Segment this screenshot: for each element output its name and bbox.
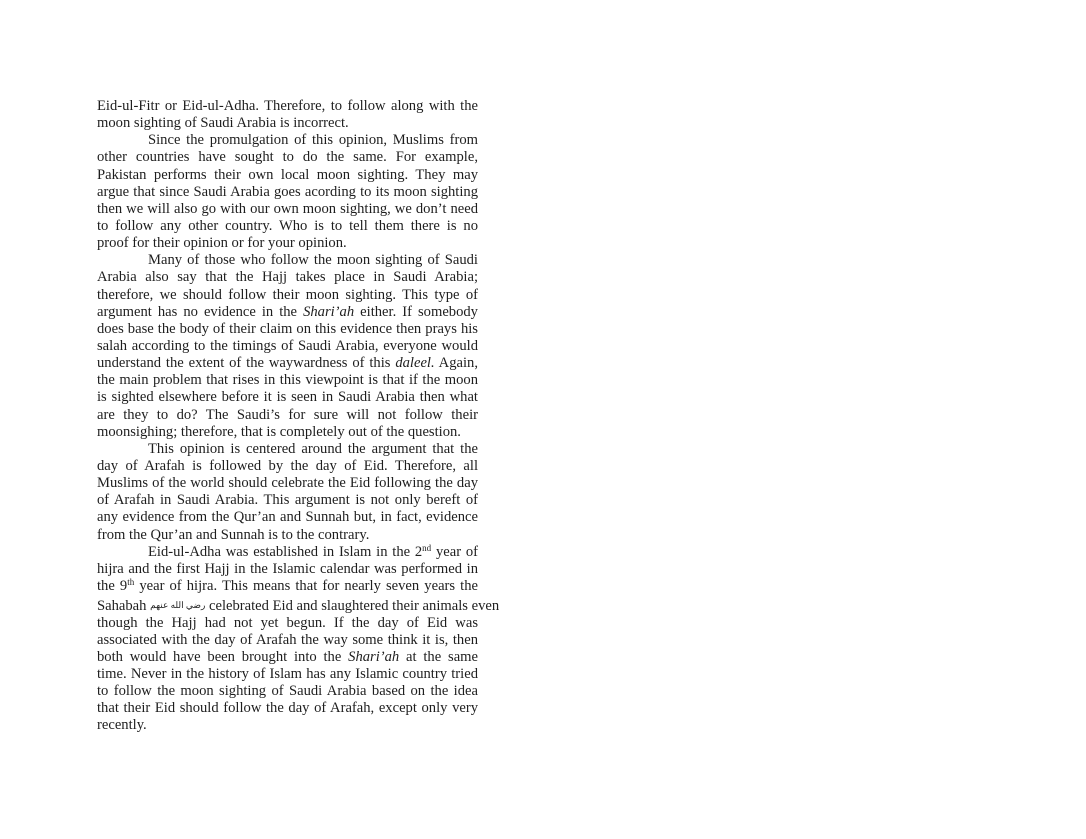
text-line [97,201,478,218]
text-run: Pakistan performs their own local moon sighting. They may [97,166,478,183]
text-line [97,252,478,269]
text-line [97,235,478,252]
paragraph [97,132,478,252]
text-run: other countries have sought to do the same. For example, [97,149,478,166]
text-run: that their Eid should follow the day of Arafah, except only very [97,700,478,717]
text-run: Arabia also say that the Hajj takes place in Saudi Arabia; [97,269,478,286]
text-line [97,578,478,595]
text-line [97,666,478,683]
text-line [97,458,478,475]
italic-term: daleel. [395,355,435,372]
text-line [97,632,478,649]
text-run: argument has no evidence in the [97,303,304,320]
ordinal-superscript: nd [422,542,432,553]
text-run: to follow any other country. Who is to tell them there is no [97,217,478,234]
text-line [97,407,478,424]
text-line [97,184,478,201]
text-run: recently. [97,717,147,734]
text-line [97,389,478,406]
text-run: either. If somebody [354,303,478,320]
paragraph [97,441,478,544]
text-line [97,269,478,286]
text-run: associated with the day of Arafah the way some think it is, then [97,631,478,648]
text-line [97,509,478,526]
text-run: celebrated Eid and slaughtered their animals even [205,598,500,615]
text-run: the main problem that rises in this viewpoint is that if the moon [97,372,478,389]
text-run: Many of those who follow the moon sighting of Saudi [148,252,478,269]
text-line [97,115,478,132]
document-page [97,98,500,735]
text-line [97,700,478,717]
text-run: moonsighing; therefore, that is completely out of the question. [97,423,461,440]
text-line [97,527,478,544]
text-line [97,441,478,458]
text-run: Muslims of the world should celebrate the Eid following the day [97,475,478,492]
text-run: to follow the moon sighting of Saudi Arabia based on the idea [97,683,478,700]
text-run: at the same [399,648,478,665]
text-line [97,544,478,561]
text-line [97,649,478,666]
text-line [97,717,478,734]
text-run: from the Qur’an and Sunnah is to the contrary. [97,526,370,543]
text-line [97,149,478,166]
text-line [97,683,478,700]
text-run: is sighted elsewhere before it is seen in Saudi Arabia then what [97,389,478,406]
italic-term: Shari’ah [303,303,355,320]
text-run: understand the extent of the waywardness of this [97,355,396,372]
text-run: therefore, we should follow their moon sighting. This type of [97,286,478,303]
text-run: Since the promulgation of this opinion, Muslims from [148,132,478,149]
text-line [97,595,500,615]
text-run: are they to do? The Saudi’s for sure will not follow their [97,406,478,423]
text-run: salah according to the timings of Saudi Arabia, everyone would [97,337,478,354]
text-run: any evidence from the Qur’an and Sunnah but, in fact, evidence [97,509,478,526]
text-line [97,287,478,304]
text-run: Again, [434,355,478,372]
text-run: year of [431,543,478,560]
text-line [97,355,478,372]
text-run: does base the body of their claim on this evidence then prays his [97,320,478,337]
text-line [97,167,478,184]
paragraph [97,98,478,132]
text-run: proof for their opinion or for your opinion. [97,235,347,252]
text-line [97,561,478,578]
text-line [97,424,478,441]
text-run: Eid-ul-Fitr or Eid-ul-Adha. Therefore, to follow along with the [97,98,478,114]
text-line [97,475,478,492]
text-line [97,615,478,632]
text-line [97,321,478,338]
text-run: hijra and the first Hajj in the Islamic calendar was performed in [97,560,478,577]
text-run: though the Hajj had not yet begun. If the day of Eid was [97,614,478,631]
text-line [97,218,478,235]
text-run: Eid-ul-Adha was established in Islam in the 2 [148,543,423,560]
italic-term: Shari’ah [348,648,400,665]
text-line [97,372,478,389]
text-run: moon sighting of Saudi Arabia is incorrect. [97,115,349,132]
paragraph [97,542,500,735]
text-run: the 9 [97,577,128,594]
ordinal-superscript: th [127,576,135,587]
text-run: argue that since Saudi Arabia goes acording to its moon sighting [97,183,478,200]
text-run: time. Never in the history of Islam has any Islamic country tried [97,666,478,682]
text-run: day of Arafah is followed by the day of Eid. Therefore, all [97,457,478,474]
text-line [97,98,478,115]
text-run: of Arafah in Saudi Arabia. This argument is not only bereft of [97,492,478,509]
text-run: year of hijra. This means that for nearly seven years the [134,577,478,594]
text-line [97,304,478,321]
paragraph [97,252,478,441]
text-run: then we will also go with our own moon sighting, we don’t need [97,200,478,217]
text-line [97,338,478,355]
text-line [97,132,478,149]
honorific-glyph: رضي الله عنهم [150,600,206,611]
text-run: Sahabah [97,598,151,615]
text-run: This opinion is centered around the argument that the [148,440,478,457]
text-run: both would have been brought into the [97,648,349,665]
text-line [97,492,478,509]
